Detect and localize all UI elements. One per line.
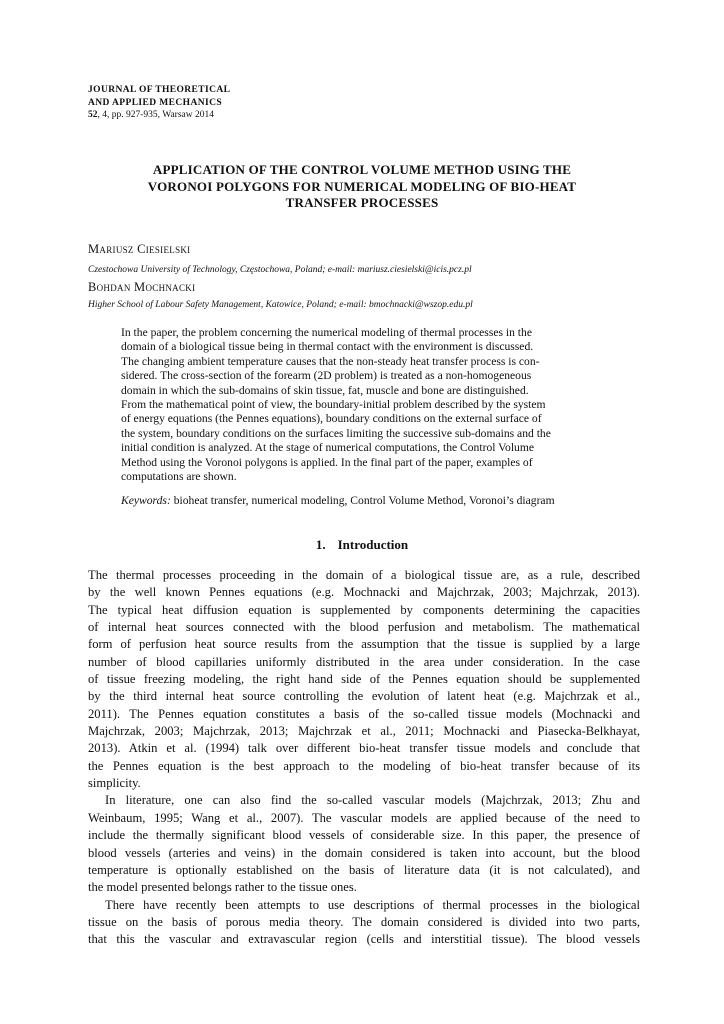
body-line: blood vessels (arteries and veins) in the domain considered is taken into account, but the blood xyxy=(88,845,640,860)
section-title: Introduction xyxy=(337,537,409,552)
body-line: simplicity. xyxy=(88,776,141,791)
body-line: include the thermally significant blood vessels of considerable size. In this paper, the presence of xyxy=(88,828,640,843)
body-line: Weinbaum, 1995; Wang et al., 2007). The vascular models are applied because of the need to xyxy=(88,810,640,825)
body-line: Majchrzak, 2003; Majchrzak, 2013; Majchrzak et al., 2011; Mochnacki and Piasecka-Belkhayat, xyxy=(88,724,640,739)
abstract-line: domain in which the sub-domains of skin tissue, fat, muscle and bone are distinguished. xyxy=(121,383,529,397)
title-line: VORONOI POLYGONS FOR NUMERICAL MODELING OF BIO-HEAT xyxy=(147,178,577,194)
body-line: There have recently been attempts to use descriptions of thermal processes in the biological xyxy=(105,897,640,912)
journal-header xyxy=(88,84,388,122)
abstract-line: domain of a biological tissue being in thermal contact with the environment is discussed. xyxy=(121,340,534,354)
body-line: of internal heat sources connected with the blood perfusion and metabolism. The mathematical xyxy=(88,620,640,635)
title-line: APPLICATION OF THE CONTROL VOLUME METHOD USING THE xyxy=(152,162,572,177)
body-line: number of blood capillaries uniformly distributed in the area under consideration. In the case xyxy=(88,654,640,669)
body-line: by the well known Pennes equations (e.g. Mochnacki and Majchrzak, 2003; Majchrzak, 2013). xyxy=(88,585,640,600)
abstract-line: computations are shown. xyxy=(121,470,237,484)
section-heading xyxy=(0,537,724,553)
body-text xyxy=(88,567,640,949)
journal-issue-pages: , 4, pp. 927-935, Warsaw 2014 xyxy=(97,110,214,120)
journal-volume: 52 xyxy=(88,110,98,120)
body-line: tissue on the basis of porous media theory. The domain considered is divided into two parts, xyxy=(88,914,640,929)
body-line: the Pennes equation is the best approach to the modeling of bio-heat transfer because of its xyxy=(88,758,640,773)
abstract-line: The changing ambient temperature causes that the non-steady heat transfer process is con- xyxy=(121,354,540,368)
author-name: Mariusz Ciesielski xyxy=(88,242,191,256)
keywords xyxy=(121,494,621,508)
journal-issue xyxy=(88,109,388,122)
abstract-line: In the paper, the problem concerning the numerical modeling of thermal processes in the xyxy=(121,326,532,339)
body-line: 2011). The Pennes equation constitutes a basis of the so-called tissue models (Mochnacki and xyxy=(88,706,640,721)
abstract-line: sidered. The cross-section of the forearm (2D problem) is treated as a non-homogeneous xyxy=(121,369,532,383)
body-line: temperature is optionally established on the basis of literature data (it is not calculated), and xyxy=(88,862,640,877)
abstract-line: From the mathematical point of view, the boundary-initial problem described by the system xyxy=(121,398,546,412)
journal-name-line2: AND APPLIED MECHANICS xyxy=(88,97,223,108)
author-affiliation: Higher School of Labour Safety Management, Katowice, Poland; e-mail: bmochnacki@wszop.edu.pl xyxy=(88,300,473,310)
author-affiliation: Czestochowa University of Technology, Częstochowa, Poland; e-mail: mariusz.ciesielski@icis.pcz.pl xyxy=(88,265,472,275)
body-line: The typical heat diffusion equation is supplemented by components determining the capacities xyxy=(88,602,640,617)
keywords-label: Keywords: xyxy=(121,494,171,507)
paper-title xyxy=(60,162,664,212)
body-line: of tissue freezing modeling, the right hand side of the Pennes equation should be supplemented xyxy=(88,672,640,687)
body-line: 2013). Atkin et al. (1994) talk over different bio-heat transfer tissue models and conclude that xyxy=(88,741,640,756)
author-name: Bohdan Mochnacki xyxy=(88,280,196,294)
abstract xyxy=(121,326,607,484)
keywords-text: bioheat transfer, numerical modeling, Control Volume Method, Voronoi’s diagram xyxy=(170,494,555,507)
body-line: The thermal processes proceeding in the domain of a biological tissue are, as a rule, described xyxy=(88,568,640,582)
abstract-line: initial condition is analyzed. At the stage of numerical computations, the Control Volume xyxy=(121,441,535,455)
section-number: 1. xyxy=(315,537,326,552)
abstract-line: Method using the Voronoi polygons is applied. In the final part of the paper, examples of xyxy=(121,455,533,469)
body-line: that this the vascular and extravascular region (cells and interstitial tissue). The blood vessels xyxy=(88,932,640,947)
abstract-line: the system, boundary conditions on the surfaces limiting the successive sub-domains and the xyxy=(121,426,551,440)
title-line: TRANSFER PROCESSES xyxy=(285,195,439,210)
body-line: form of perfusion heat source results from the assumption that the tissue is supplied by a large xyxy=(88,637,640,652)
body-line: the model presented belongs rather to the tissue ones. xyxy=(88,880,357,895)
abstract-line: of energy equations (the Pennes equations), boundary conditions on the external surface of xyxy=(121,412,542,426)
journal-name-line1: JOURNAL OF THEORETICAL xyxy=(88,85,231,95)
body-line: by the third internal heat source controlling the evolution of latent heat (e.g. Majchrzak et al., xyxy=(88,689,640,704)
body-line: In literature, one can also find the so-called vascular models (Majchrzak, 2013; Zhu and xyxy=(105,793,640,808)
